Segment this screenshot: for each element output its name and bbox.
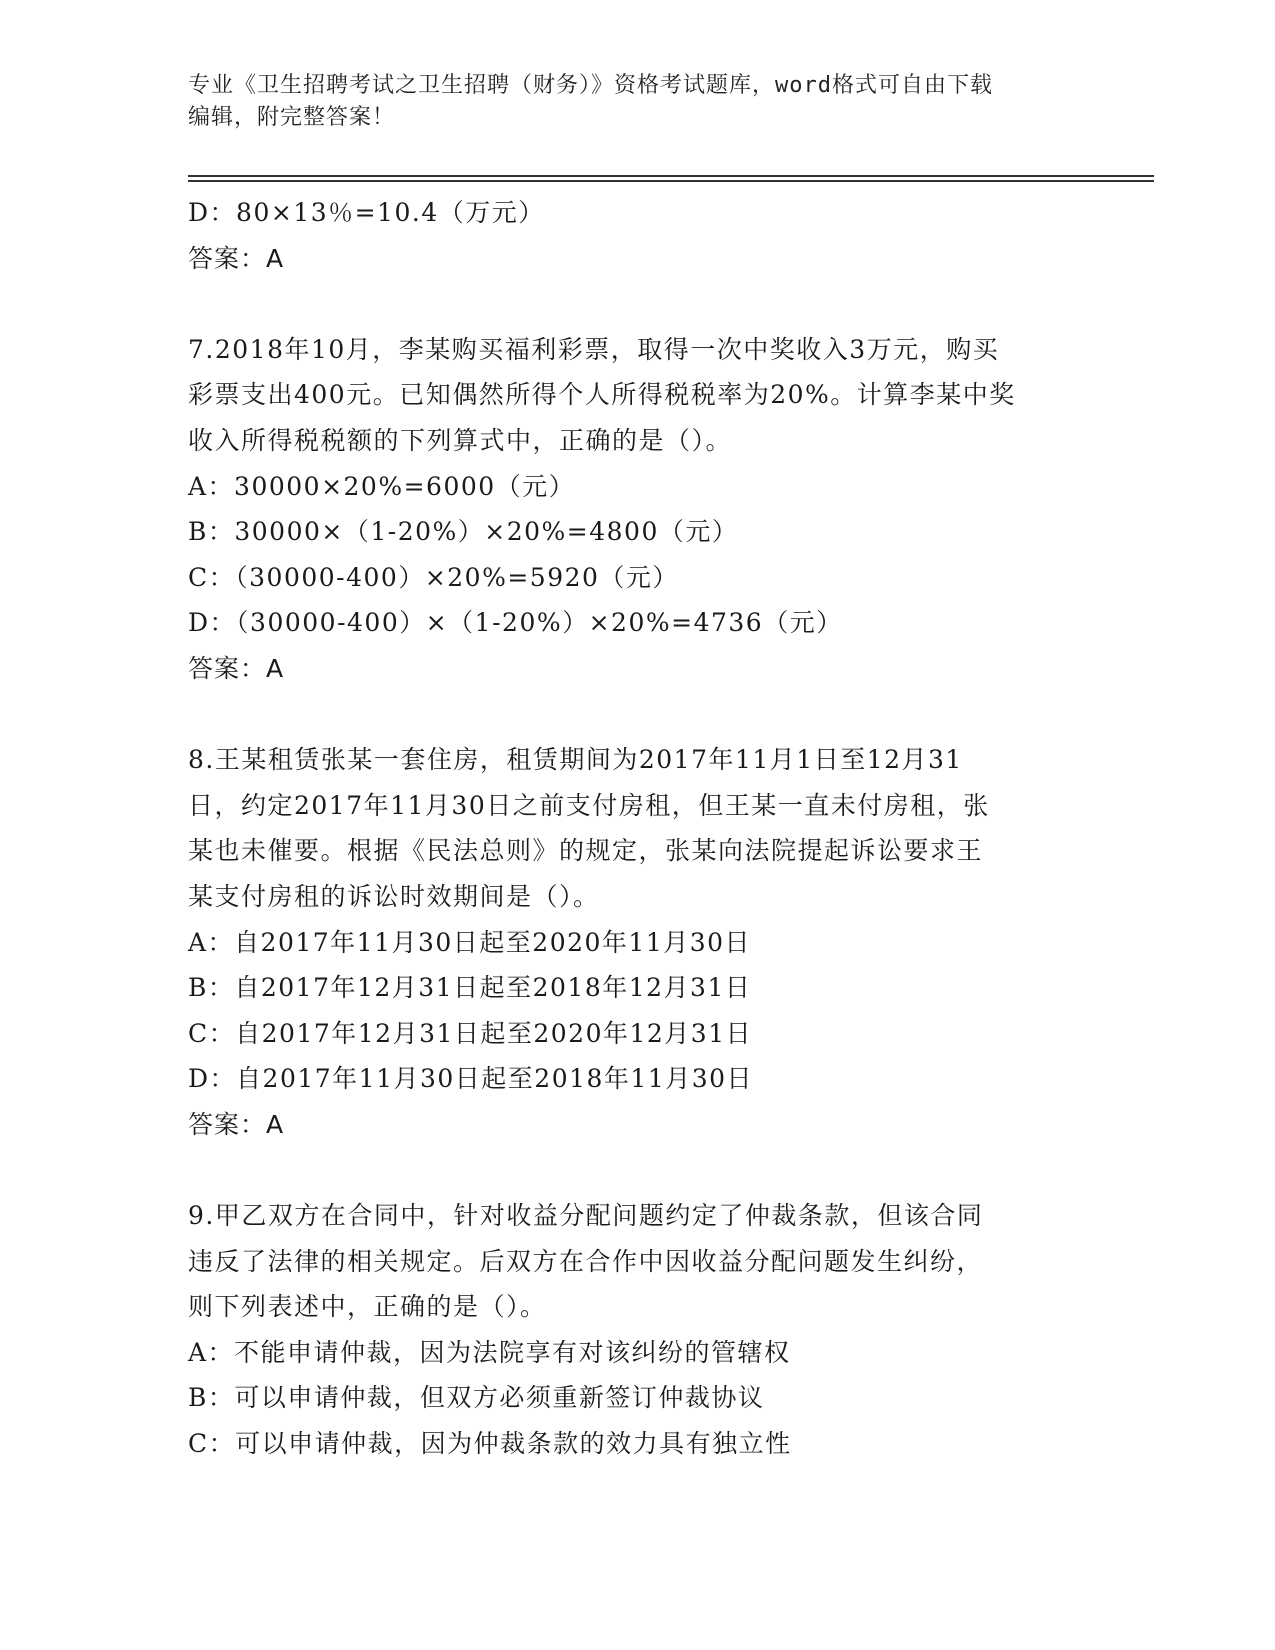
page-header (188, 70, 1088, 134)
option-a: A：30000×20%=6000（元） (188, 471, 576, 501)
question-text-line: 9.甲乙双方在合同中，针对收益分配问题约定了仲裁条款，但该合同 (188, 1201, 984, 1231)
option-d: D：（30000-400）×（1-20%）×20%=4736（元） (188, 608, 843, 638)
question-7 (188, 327, 1088, 692)
header-rule-top (188, 175, 1154, 177)
question-text-line: 某也未催要。根据《民法总则》的规定，张某向法院提起诉讼要求王 (188, 836, 984, 866)
option-c: C：可以申请仲裁，因为仲裁条款的效力具有独立性 (188, 1429, 792, 1459)
spacer (188, 692, 1088, 738)
header-line-1: 专业《卫生招聘考试之卫生招聘（财务）》资格考试题库，word格式可自由下载 (188, 73, 993, 98)
answer: 答案：A (188, 1109, 285, 1139)
option-d: D：80×13％=10.4（万元） (188, 198, 545, 227)
question-text-line: 7.2018年10月，李某购买福利彩票，取得一次中奖收入3万元，购买 (188, 334, 1000, 364)
header-rule-bottom (188, 180, 1154, 182)
option-c: C：（30000-400）×20%=5920（元） (188, 562, 679, 592)
option-b: B：30000×（1-20%）×20%=4800（元） (188, 517, 739, 547)
option-a: A：自2017年11月30日起至2020年11月30日 (188, 927, 752, 957)
question-8 (188, 737, 1088, 1147)
option-b: B：自2017年12月31日起至2018年12月31日 (188, 973, 752, 1003)
answer: 答案：A (188, 653, 285, 683)
question-text-line: 收入所得税税额的下列算式中，正确的是（）。 (188, 425, 733, 455)
question-text-line: 日，约定2017年11月30日之前支付房租，但王某一直未付房租，张 (188, 790, 990, 820)
question-text-line: 8.王某租赁张某一套住房，租赁期间为2017年11月1日至12月31 (188, 745, 963, 775)
question-text-line: 违反了法律的相关规定。后双方在合作中因收益分配问题发生纠纷， (188, 1246, 984, 1276)
question-text-line: 彩票支出400元。已知偶然所得个人所得税税率为20%。计算李某中奖 (188, 380, 1016, 410)
question-text-line: 某支付房租的诉讼时效期间是（）。 (188, 881, 600, 911)
option-a: A：不能申请仲裁，因为法院享有对该纠纷的管辖权 (188, 1337, 791, 1367)
header-line-2: 编辑，附完整答案！ (188, 105, 396, 130)
question-text-line: 则下列表述中，正确的是（）。 (188, 1292, 547, 1322)
document-body (188, 190, 1088, 1467)
option-b: B：可以申请仲裁，但双方必须重新签订仲裁协议 (188, 1383, 765, 1413)
option-c: C：自2017年12月31日起至2020年12月31日 (188, 1018, 753, 1048)
option-d: D：自2017年11月30日起至2018年11月30日 (188, 1064, 754, 1094)
question-9 (188, 1193, 1088, 1467)
spacer (188, 281, 1088, 327)
answer: 答案：A (188, 243, 285, 273)
spacer (188, 1147, 1088, 1193)
